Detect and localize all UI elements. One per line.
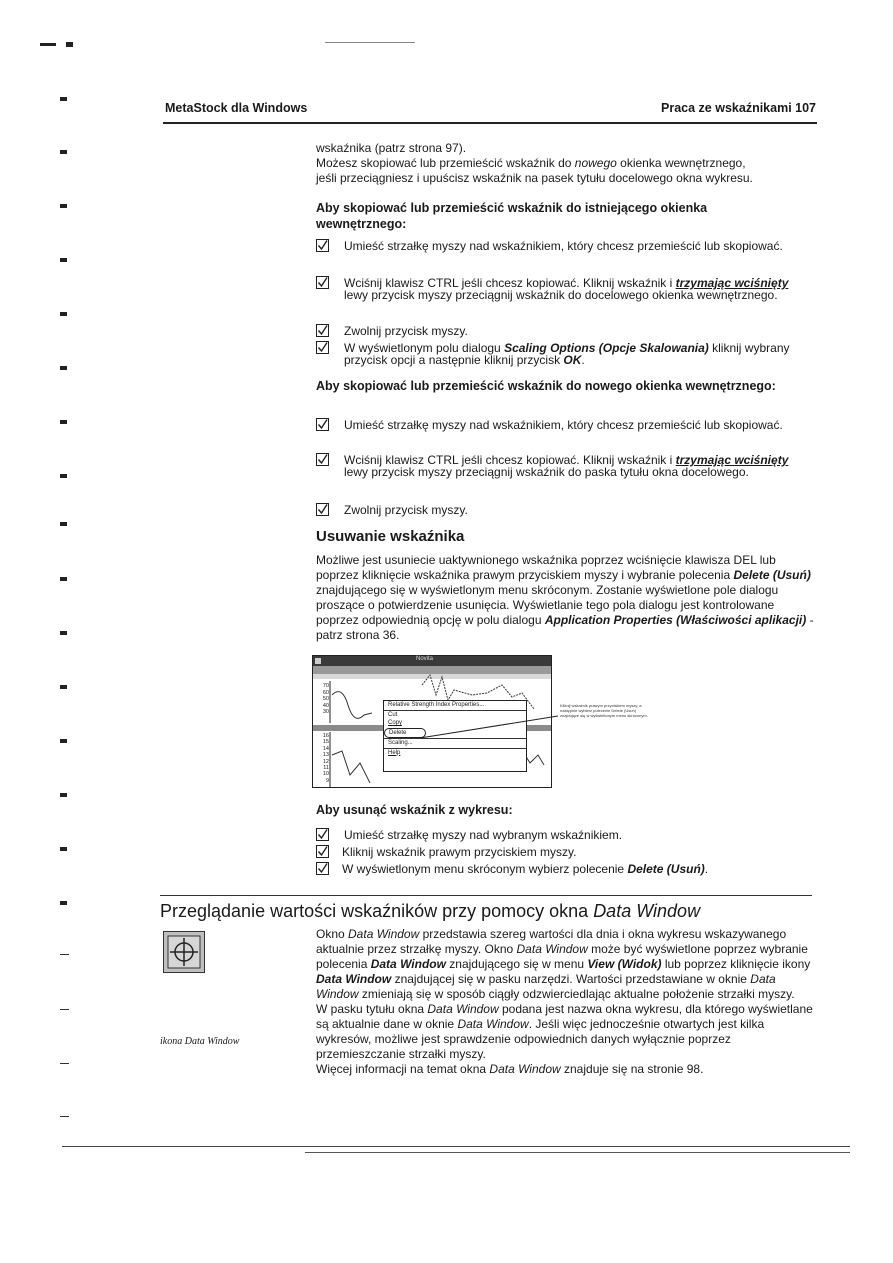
removal-paragraph: Możliwe jest usuniecie uaktywnionego wskaźnika poprzez wciśnięcie klawisza DEL lub poprzez kliknięcie wskaźnika prawym przyciskiem myszy i wybranie polecenia Delete (Usuń) znajdującego się w wyświetlonym menu skróconym. Zostanie wyświetlone pole dialogu proszące o potwierdzenie usunięcia. Wyświetlanie tego pola dialogu jest kontrolowane poprzez odpowiednią opcję w polu dialogu Application Properties (Właściwości aplikacji) - patrz strona 36.: [316, 553, 814, 642]
data-window-p1: Okno Data Window przedstawia szereg wartości dla dnia i okna wykresu wskazywanego aktualnie przez strzałkę myszy. Okno Data Window może być wyświetlone poprzez wybranie polecenia Data Window znajdującego się w menu View (Widok) lub poprzez kliknięcie ikony Data Window znajdującej się w pasku narzędzi. Wartości przedstawiane w oknie Data Window zmieniają się w sposób ciągły odzwierciedlając aktualne położenie strzałki myszy.: [316, 927, 811, 1001]
checkbox-icon: [316, 862, 329, 875]
y-axis-ticks-bottom: 16 15 14 13 12 11 10 9: [322, 733, 329, 784]
running-header-page: Praca ze wskaźnikami 107: [661, 101, 816, 115]
data-window-icon: [163, 931, 205, 973]
y-axis-ticks-top: 70 60 50 40 30: [322, 683, 329, 715]
footer-rule: [62, 1146, 850, 1147]
section-rule: [160, 895, 812, 896]
checkbox-icon: [316, 503, 329, 516]
section-title-usuwanie: Usuwanie wskaźnika: [316, 528, 465, 545]
checkbox-icon: [316, 845, 329, 858]
checkbox-icon: [316, 453, 329, 466]
running-header-title: MetaStock dla Windows: [165, 101, 308, 115]
data-window-paragraph: [316, 927, 818, 1077]
checkbox-icon: [316, 418, 329, 431]
menu-item-scaling[interactable]: Scaling...: [384, 738, 526, 748]
chart-window-title: Novita: [416, 656, 434, 662]
intro-paragraph: [316, 141, 816, 186]
callout-line: [420, 712, 560, 742]
menu-item-cut[interactable]: Cut: [388, 711, 398, 718]
menu-item-delete[interactable]: Delete: [384, 728, 426, 739]
intro-line-1: wskaźnika (patrz strona 97).: [316, 141, 467, 155]
section2-heading: Aby skopiować lub przemieścić wskaźnik do nowego okienka wewnętrznego:: [316, 379, 776, 393]
checkbox-icon: [316, 828, 329, 841]
checkbox-icon: [316, 239, 329, 252]
intro-line-3: jeśli przeciągniesz i upuścisz wskaźnik na pasek tytułu docelowego okna wykresu.: [316, 171, 753, 185]
figure-side-note: Kliknij wskaźnik prawym przyciskiem myszy, a następnie wybierz polecenie Delete (Usuń) znajdujące się w wyświetlonym menu skróconym.: [560, 703, 648, 718]
menu-item-properties[interactable]: Relative Strength Index Properties...: [384, 701, 526, 711]
section1-heading: Aby skopiować lub przemieścić wskaźnik do istniejącego okienka wewnętrznego:: [316, 201, 708, 231]
footer-rule-secondary: [305, 1152, 850, 1153]
intro-line-2: Możesz skopiować lub przemieścić wskaźnik do nowego okienka wewnętrznego,: [316, 156, 746, 170]
menu-item-copy[interactable]: Copy: [388, 720, 403, 726]
checkbox-icon: [316, 276, 329, 289]
menu-item-help[interactable]: Help: [384, 748, 526, 758]
header-rule: [163, 122, 817, 124]
data-window-p2: W pasku tytułu okna Data Window podana jest nazwa okna wykresu, dla którego wyświetlane są aktualnie dane w oknie Data Window. Jeśli więc jednocześnie otwartych jest kilka wykresów, możliwe jest sprawdzenie odpowiednich danych wyłącznie poprzez przemieszczanie strzałki myszy.: [316, 1002, 813, 1061]
checkbox-icon: [316, 341, 329, 354]
section-title-data-window: Przeglądanie wartości wskaźników przy pomocy okna Data Window: [160, 901, 701, 921]
checkbox-icon: [316, 324, 329, 337]
data-window-icon-caption: ikona Data Window: [160, 1036, 240, 1047]
data-window-p3: Więcej informacji na temat okna Data Window znajduje się na stronie 98.: [316, 1062, 704, 1076]
section3-heading: Aby usunąć wskaźnik z wykresu:: [316, 803, 513, 817]
